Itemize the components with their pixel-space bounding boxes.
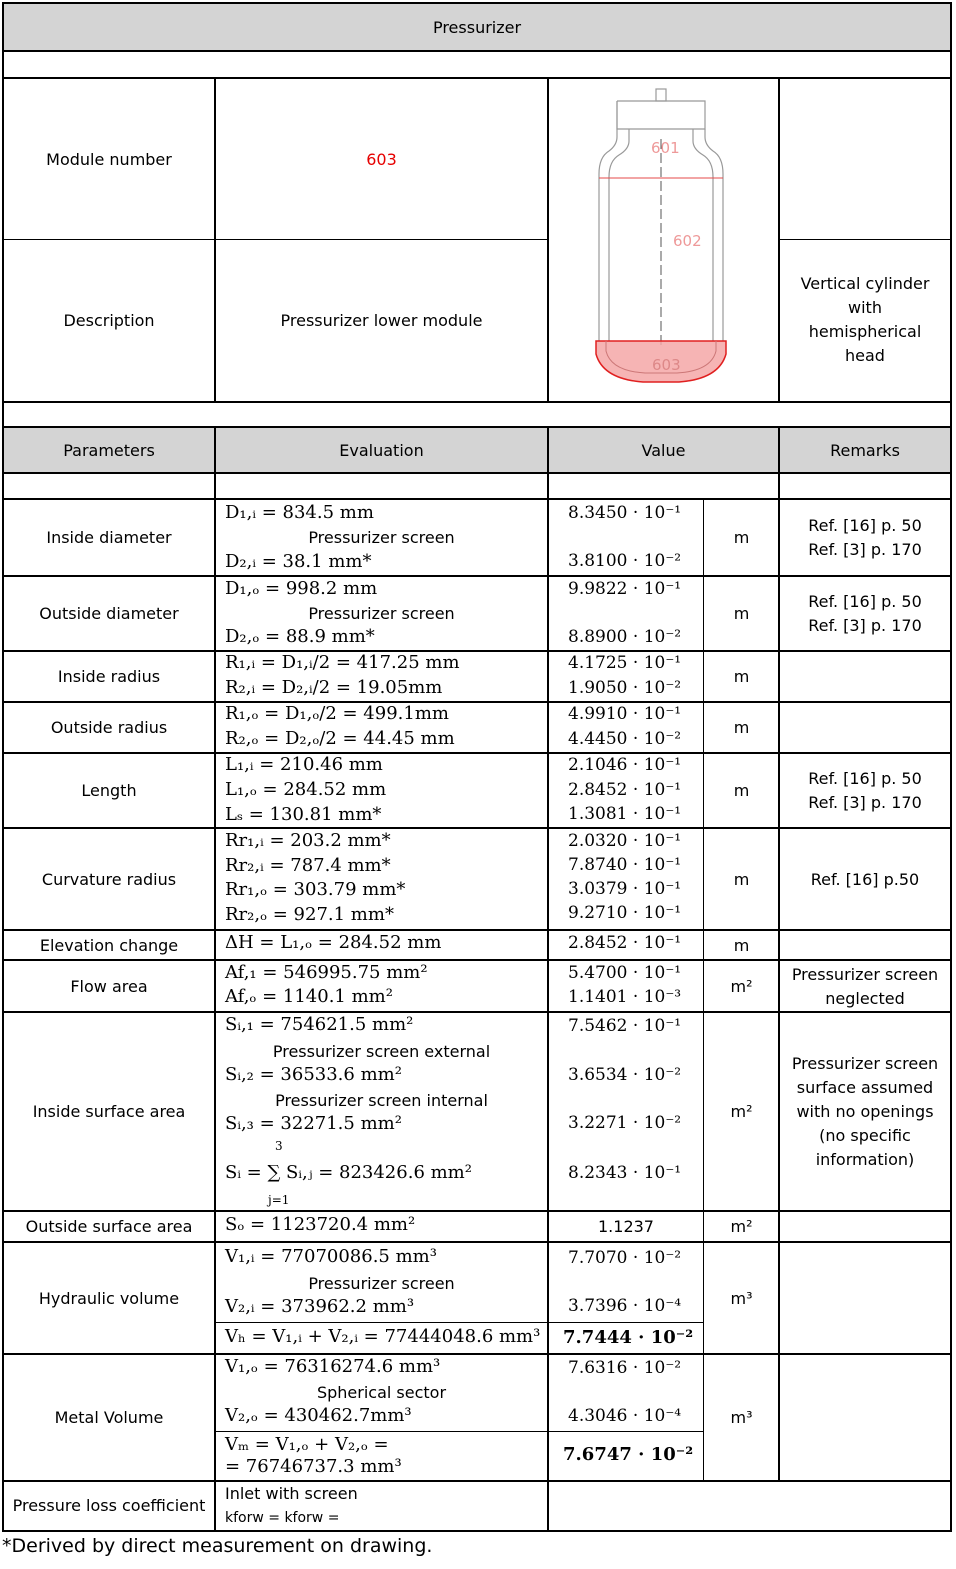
module-number-label: Module number — [46, 149, 172, 169]
shape-remark: Vertical cylinder with hemispherical head — [800, 274, 930, 365]
value-cell: 7.7070 · 10⁻² — [568, 1248, 682, 1268]
param-inside-surface-area: Inside surface area — [32, 1102, 186, 1121]
param-flow-area: Flow area — [70, 976, 148, 996]
grid-line — [2, 426, 952, 428]
remarks-cell: Pressurizer screen neglected — [791, 965, 939, 1008]
value-cell: 7.6316 · 10⁻² — [568, 1358, 682, 1378]
param-inside-diameter: Inside diameter — [46, 528, 172, 547]
value-cell-total: 7.6747 · 10⁻² — [563, 1444, 694, 1465]
eval-line: Pressurizer screen — [308, 528, 455, 547]
value-cell: 2.1046 · 10⁻¹ — [568, 755, 682, 775]
grid-line — [2, 50, 952, 52]
pressurizer-drawing — [549, 79, 778, 401]
eval-line: Inlet with screen — [225, 1484, 358, 1503]
grid-line — [2, 472, 952, 474]
value-cell: 8.3450 · 10⁻¹ — [568, 503, 682, 523]
eval-line: Lₛ = 130.81 mm* — [225, 804, 382, 825]
unit-cell: m — [733, 528, 750, 547]
grid-line — [2, 401, 952, 403]
value-cell: 9.9822 · 10⁻¹ — [568, 579, 682, 599]
eval-line: Rr₁,ᵢ = 203.2 mm* — [225, 830, 391, 851]
unit-cell: m² — [730, 1217, 753, 1236]
eval-line: Af,ₒ = 1140.1 mm² — [225, 986, 393, 1007]
value-cell: 2.0320 · 10⁻¹ — [568, 831, 682, 851]
header-evaluation: Evaluation — [339, 440, 424, 460]
unit-cell: m³ — [730, 1408, 753, 1427]
eval-line: R₂,ᵢ = D₂,ᵢ/2 = 19.05mm — [225, 677, 443, 698]
remarks-cell: Ref. [16] p. 50 Ref. [3] p. 170 — [808, 516, 922, 559]
value-cell: 8.8900 · 10⁻² — [568, 627, 682, 647]
unit-cell: m² — [730, 976, 753, 996]
eval-line: Af,₁ = 546995.75 mm² — [225, 962, 428, 983]
value-cell: 1.1401 · 10⁻³ — [568, 987, 682, 1007]
value-cell: 3.0379 · 10⁻¹ — [568, 879, 682, 899]
eval-line: Pressurizer screen internal — [275, 1091, 488, 1110]
eval-line: R₁,ₒ = D₁,ₒ/2 = 499.1mm — [225, 703, 449, 724]
pressurizer-diagram — [549, 79, 778, 401]
remarks-cell: Ref. [16] p. 50 Ref. [3] p. 170 — [808, 592, 922, 635]
unit-cell: m — [733, 781, 750, 800]
param-length: Length — [81, 781, 137, 800]
value-cell: 4.4450 · 10⁻² — [568, 729, 682, 749]
eval-line: Sᵢ = ∑ Sᵢ,ⱼ = 823426.6 mm² — [225, 1162, 472, 1183]
eval-line: kforw = kforw = — [225, 1510, 340, 1526]
description-value: Pressurizer lower module — [280, 311, 483, 330]
value-cell: 1.1237 — [598, 1217, 654, 1236]
grid-line — [547, 426, 549, 1531]
unit-cell: m — [733, 667, 750, 686]
unit-cell: m — [733, 935, 750, 955]
eval-line: D₁,ₒ = 998.2 mm — [225, 578, 378, 599]
header-parameters: Parameters — [63, 440, 155, 460]
eval-line: Pressurizer screen — [308, 1274, 455, 1293]
param-curvature-radius: Curvature radius — [41, 869, 177, 889]
grid-line — [215, 1431, 704, 1432]
grid-line — [2, 1530, 952, 1532]
table-title-bar — [3, 3, 951, 51]
sum-lower-limit: j=1 — [268, 1193, 290, 1207]
value-cell-total: 7.7444 · 10⁻² — [563, 1327, 694, 1348]
unit-cell: m — [733, 869, 750, 889]
value-cell: 3.6534 · 10⁻² — [568, 1065, 682, 1085]
param-inside-radius: Inside radius — [57, 667, 161, 686]
sum-upper-limit: 3 — [275, 1139, 283, 1153]
param-outside-surface-area: Outside surface area — [25, 1217, 193, 1236]
value-cell: 5.4700 · 10⁻¹ — [568, 963, 682, 983]
eval-line: Sₒ = 1123720.4 mm² — [225, 1214, 416, 1235]
diagram-label-601: 601 — [651, 139, 680, 157]
unit-cell: m — [733, 604, 750, 623]
eval-line: Spherical sector — [316, 1383, 447, 1402]
eval-line: V₁,ₒ = 76316274.6 mm³ — [225, 1356, 441, 1377]
grid-line — [215, 1322, 704, 1323]
param-hydraulic-volume: Hydraulic volume — [38, 1288, 180, 1308]
eval-line: Vₘ = V₁,ₒ + V₂,ₒ = — [225, 1434, 389, 1455]
eval-line: L₁,ₒ = 284.52 mm — [225, 779, 387, 800]
value-cell: 9.2710 · 10⁻¹ — [568, 903, 682, 923]
eval-line: ΔH = L₁,ₒ = 284.52 mm — [225, 932, 442, 953]
value-cell: 4.9910 · 10⁻¹ — [568, 704, 682, 724]
remarks-cell: Ref. [16] p. 50 Ref. [3] p. 170 — [808, 769, 922, 812]
remarks-cell: Ref. [16] p.50 — [810, 869, 920, 889]
header-remarks: Remarks — [830, 440, 900, 460]
diagram-label-602: 602 — [673, 232, 702, 250]
description-label: Description — [63, 311, 155, 330]
value-cell: 7.5462 · 10⁻¹ — [568, 1016, 682, 1036]
eval-line: Sᵢ,₂ = 36533.6 mm² — [225, 1064, 402, 1085]
eval-line: R₁,ᵢ = D₁,ᵢ/2 = 417.25 mm — [225, 652, 460, 673]
eval-line: Sᵢ,₁ = 754621.5 mm² — [225, 1014, 414, 1035]
eval-line: V₂,ₒ = 430462.7mm³ — [225, 1405, 412, 1426]
eval-line: V₁,ᵢ = 77070086.5 mm³ — [225, 1246, 437, 1267]
eval-line: D₁,ᵢ = 834.5 mm — [225, 502, 374, 523]
param-metal-volume: Metal Volume — [54, 1408, 164, 1427]
unit-cell: m³ — [730, 1288, 753, 1308]
value-cell: 3.8100 · 10⁻² — [568, 551, 682, 571]
value-cell: 1.9050 · 10⁻² — [568, 678, 682, 698]
module-number-value: 603 — [366, 149, 397, 169]
param-elevation-change: Elevation change — [39, 935, 179, 955]
eval-line: L₁,ᵢ = 210.46 mm — [225, 754, 383, 775]
eval-line: Rr₂,ₒ = 927.1 mm* — [225, 904, 394, 925]
eval-line: V₂,ᵢ = 373962.2 mm³ — [225, 1296, 415, 1317]
value-cell: 2.8452 · 10⁻¹ — [568, 780, 682, 800]
eval-line: Rr₁,ₒ = 303.79 mm* — [225, 879, 406, 900]
eval-line: Vₕ = V₁,ᵢ + V₂,ᵢ = 77444048.6 mm³ — [225, 1326, 541, 1347]
eval-line: Sᵢ,₃ = 32271.5 mm² — [225, 1113, 402, 1134]
param-pressure-loss-coefficient: Pressure loss coefficient — [12, 1496, 206, 1515]
eval-line: Rr₂,ᵢ = 787.4 mm* — [225, 855, 391, 876]
unit-cell: m² — [730, 1102, 753, 1121]
param-outside-diameter: Outside diameter — [39, 604, 179, 623]
remarks-cell: Pressurizer screen surface assumed with no openings (no specific information) — [791, 1054, 939, 1169]
footnote: *Derived by direct measurement on drawing. — [2, 1535, 433, 1557]
eval-line: Pressurizer screen — [308, 604, 455, 623]
value-cell: 4.1725 · 10⁻¹ — [568, 653, 682, 673]
grid-line — [779, 239, 952, 240]
diagram-label-603: 603 — [652, 356, 681, 374]
page-title: Pressurizer — [432, 17, 522, 37]
eval-line: = 76746737.3 mm³ — [225, 1456, 402, 1477]
eval-line: Pressurizer screen external — [272, 1042, 491, 1061]
eval-line: R₂,ₒ = D₂,ₒ/2 = 44.45 mm — [225, 728, 455, 749]
value-cell: 2.8452 · 10⁻¹ — [568, 933, 682, 953]
param-outside-radius: Outside radius — [50, 718, 168, 737]
grid-line — [2, 2, 952, 4]
eval-line: D₂,ₒ = 88.9 mm* — [225, 626, 375, 647]
value-cell: 1.3081 · 10⁻¹ — [568, 804, 682, 824]
header-value: Value — [641, 440, 686, 460]
value-cell: 3.2271 · 10⁻² — [568, 1113, 682, 1133]
value-cell: 4.3046 · 10⁻⁴ — [568, 1406, 682, 1426]
value-cell: 7.8740 · 10⁻¹ — [568, 855, 682, 875]
unit-cell: m — [733, 718, 750, 737]
value-cell: 3.7396 · 10⁻⁴ — [568, 1296, 682, 1316]
eval-line: D₂,ᵢ = 38.1 mm* — [225, 551, 372, 572]
value-cell: 8.2343 · 10⁻¹ — [568, 1163, 682, 1183]
